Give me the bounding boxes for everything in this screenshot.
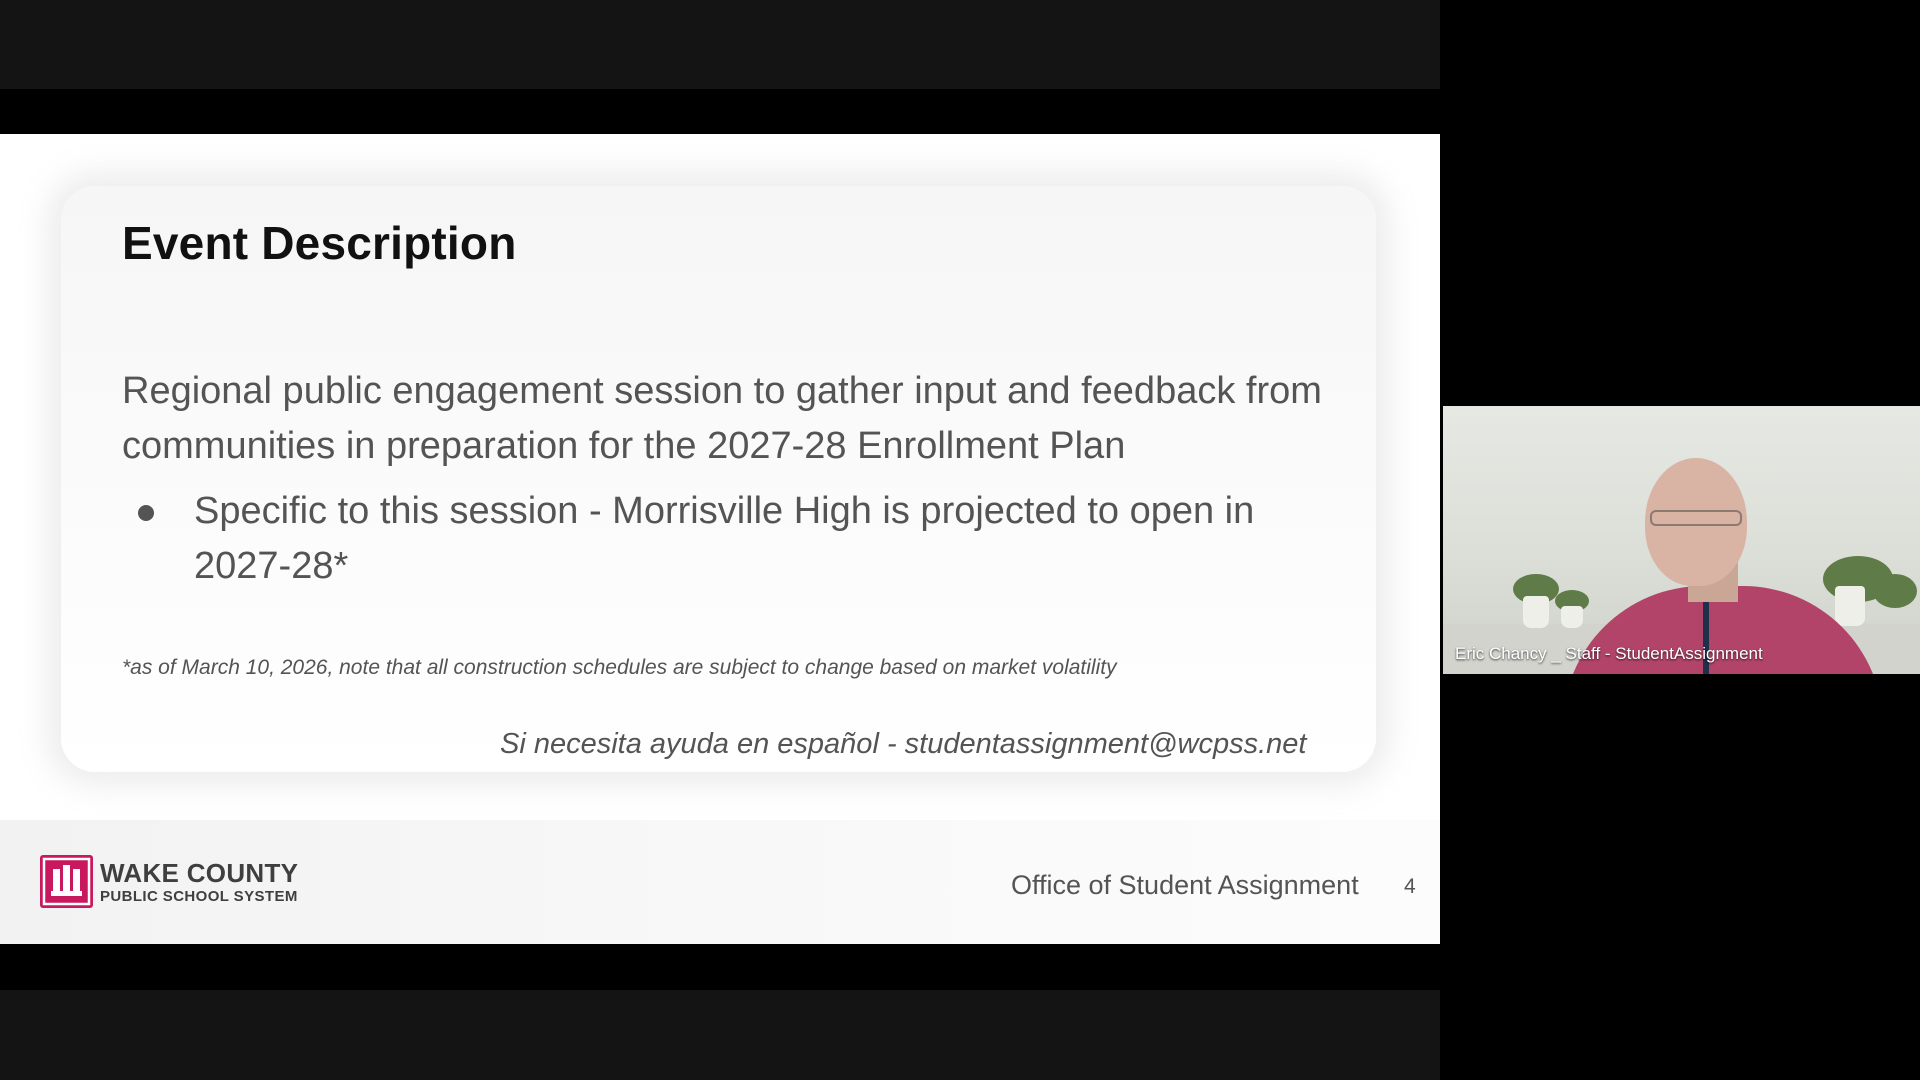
slide-title: Event Description [122,217,517,269]
plant-pot [1835,586,1865,626]
slide-footer [0,820,1440,944]
content-card [61,186,1376,772]
logo-subtitle: PUBLIC SCHOOL SYSTEM [100,888,298,905]
footnote: *as of March 10, 2026, note that all construction schedules are subject to change based on market volatility [122,656,1117,679]
wcpss-logo-icon [40,855,93,908]
spanish-help-text: Si necesita ayuda en español - studentassignment@wcpss.net [500,728,1307,760]
bullet-text: Specific to this session - Morrisville High is projected to open in 2027-28* [194,490,1255,587]
logo-title: WAKE COUNTY [100,858,299,888]
slide-lead-text: Regional public engagement session to gather input and feedback from communities in preparation for the 2027-28 Enrollment Plan [122,370,1322,467]
presentation-slide [0,134,1440,944]
letterbox-top [0,0,1440,89]
plant-decoration [1873,574,1917,608]
participant-video-tile[interactable] [1443,406,1920,674]
plant-pot [1523,596,1549,628]
office-name: Office of Student Assignment [1011,870,1359,900]
participant-glasses [1650,510,1742,526]
participant-name-label: Eric Chancy _ Staff - StudentAssignment [1455,644,1763,663]
page-number: 4 [1404,875,1416,898]
bullet-dot-icon [138,505,154,521]
letterbox-bottom [0,990,1440,1080]
plant-pot [1561,606,1583,628]
